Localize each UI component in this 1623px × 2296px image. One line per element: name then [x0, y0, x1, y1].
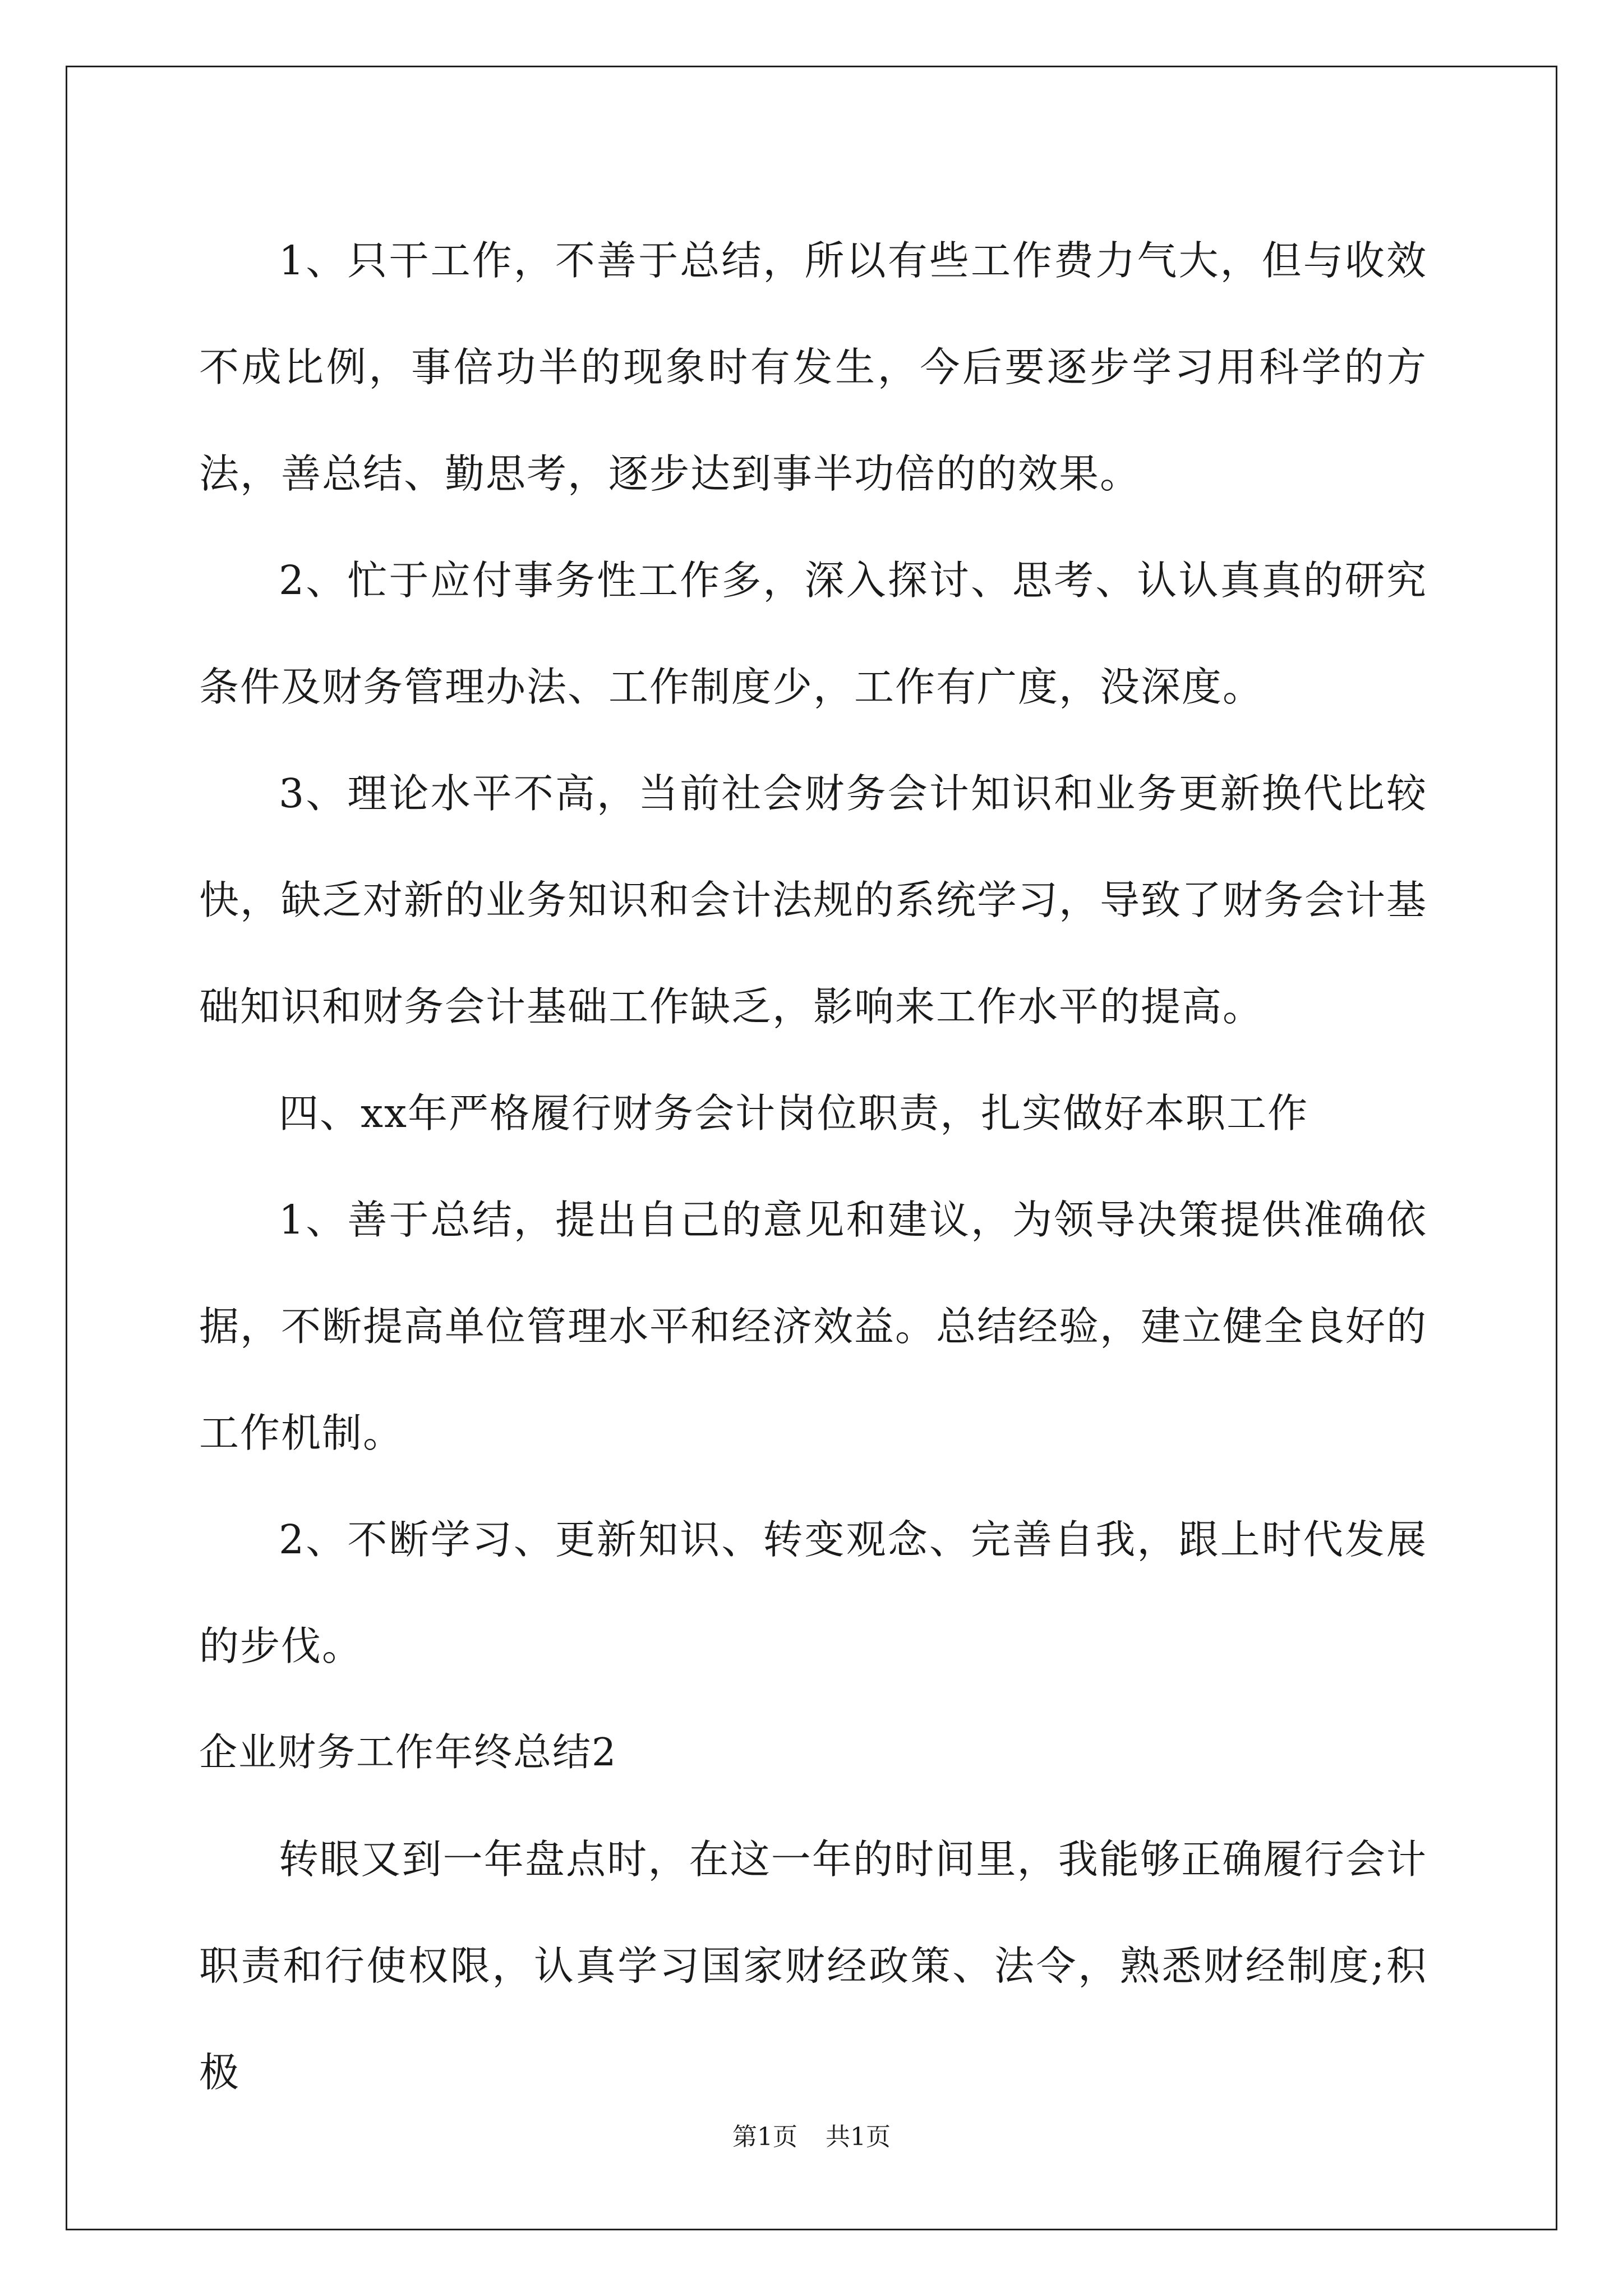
document-body	[199, 208, 1427, 2126]
paragraph: 1、善于总结，提出自己的意见和建议，为领导决策提供准确依据，不断提高单位管理水平和经济效益。总结经验，建立健全良好的工作机制。	[199, 1197, 1428, 1456]
paragraph: 转眼又到一年盘点时，在这一年的时间里，我能够正确履行会计职责和行使权限，认真学习国家财经政策、法令，熟悉财经制度;积极	[199, 1836, 1427, 2096]
paragraph: 3、理论水平不高，当前社会财务会计知识和业务更新换代比较快，缺乏对新的业务知识和会计法规的系统学习，导致了财务会计基础知识和财务会计基础工作缺乏，影响来工作水平的提高。	[199, 770, 1428, 1030]
document-title: 企业财务工作年终总结2	[199, 1731, 617, 1775]
section-heading: 四、xx年严格履行财务会计岗位职责，扎实做好本职工作	[279, 1090, 1309, 1137]
page-number: 第1页	[732, 2123, 797, 2151]
paragraph: 2、不断学习、更新知识、转变观念、完善自我，跟上时代发展的步伐。	[199, 1516, 1427, 1669]
paragraph: 1、只干工作，不善于总结，所以有些工作费力气大，但与收效不成比例，事倍功半的现象时有发生，今后要逐步学习用科学的方法，善总结、勤思考，逐步达到事半功倍的的效果。	[199, 237, 1427, 497]
page-footer	[0, 2120, 1623, 2154]
paragraph: 2、忙于应付事务性工作多，深入探讨、思考、认认真真的研究条件及财务管理办法、工作制度少，工作有广度，没深度。	[199, 557, 1427, 710]
page-total: 共1页	[826, 2123, 891, 2151]
